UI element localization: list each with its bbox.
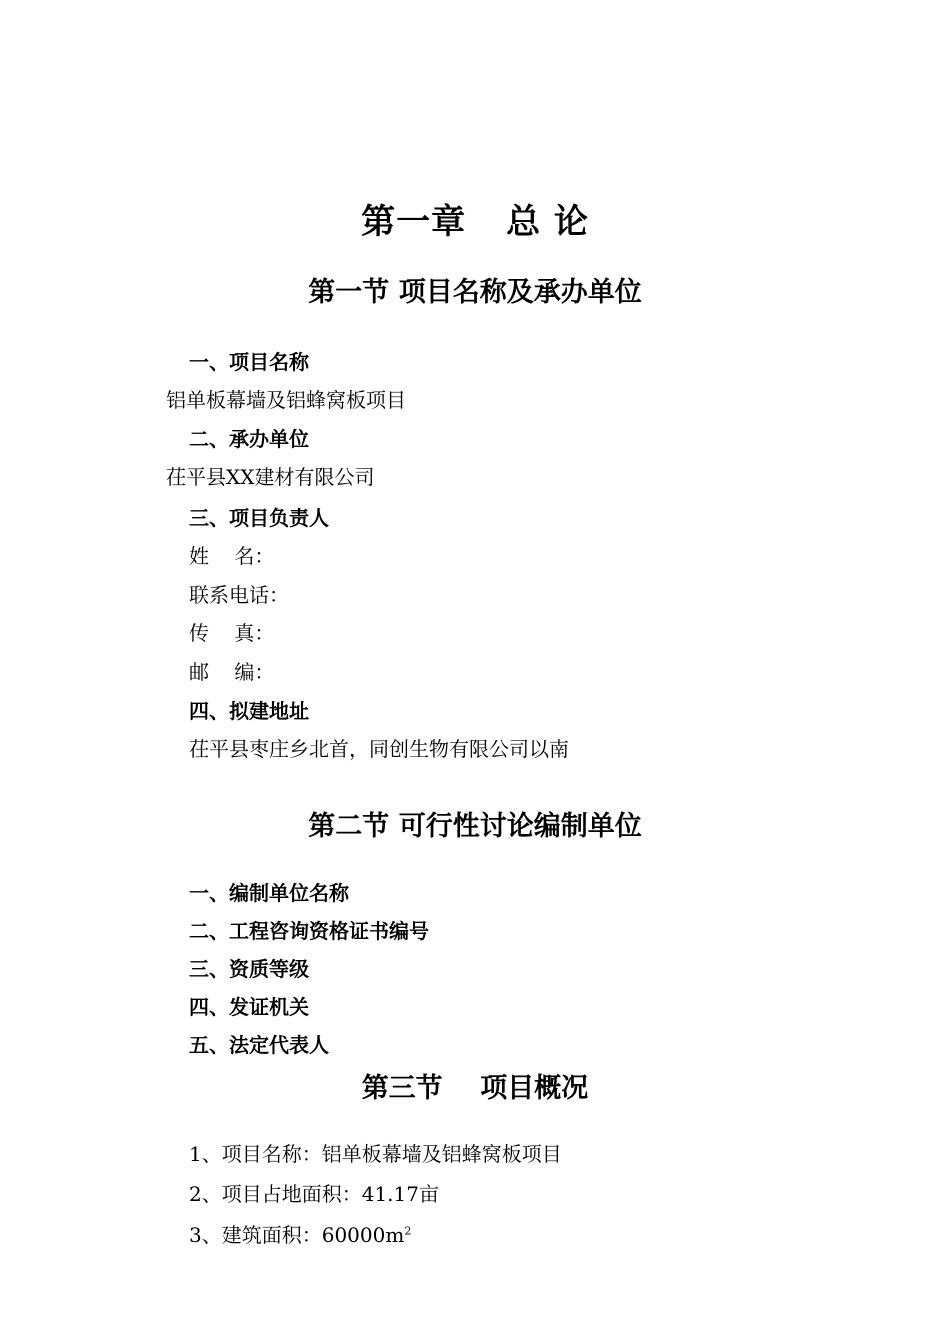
heading-project-name: 一、项目名称	[189, 350, 309, 374]
proposed-address-value: 茌平县枣庄乡北首，同创生物有限公司以南	[189, 737, 569, 761]
overview-land-area: 2、项目占地面积：41.17亩	[189, 1182, 439, 1206]
leader-name-label: 姓 名：	[189, 544, 275, 568]
chapter-number: 第一章	[361, 202, 467, 242]
heading-proposed-address: 四、拟建地址	[189, 699, 309, 723]
undertaking-unit-value: 茌平县XX建材有限公司	[166, 465, 375, 489]
item-issuing-authority: 四、发证机关	[189, 995, 309, 1019]
item-certificate-number: 二、工程咨询资格证书编号	[189, 919, 429, 943]
building-area-text: 3、建筑面积：60000m	[189, 1223, 405, 1247]
chapter-name: 总 论	[506, 202, 589, 242]
heading-project-leader: 三、项目负责人	[189, 506, 329, 530]
overview-project-name: 1、项目名称：铝单板幕墙及铝蜂窝板项目	[189, 1142, 562, 1166]
chapter-title	[0, 194, 950, 243]
section-1-title: 第一节 项目名称及承办单位	[308, 277, 642, 308]
item-qualification-grade: 三、资质等级	[189, 957, 309, 981]
leader-phone-label: 联系电话：	[189, 583, 289, 607]
area-unit-superscript: 2	[404, 1224, 412, 1238]
leader-postcode-label: 邮 编：	[189, 660, 275, 684]
item-legal-representative: 五、法定代表人	[189, 1033, 329, 1057]
section-2-title: 第二节 可行性讨论编制单位	[308, 811, 642, 842]
section-3-title: 第三节 项目概况	[361, 1073, 589, 1104]
item-compiler-name: 一、编制单位名称	[189, 881, 349, 905]
overview-building-area	[189, 1219, 411, 1248]
project-name-value: 铝单板幕墙及铝蜂窝板项目	[166, 388, 406, 412]
leader-fax-label: 传 真：	[189, 621, 275, 645]
heading-undertaking-unit: 二、承办单位	[189, 427, 309, 451]
